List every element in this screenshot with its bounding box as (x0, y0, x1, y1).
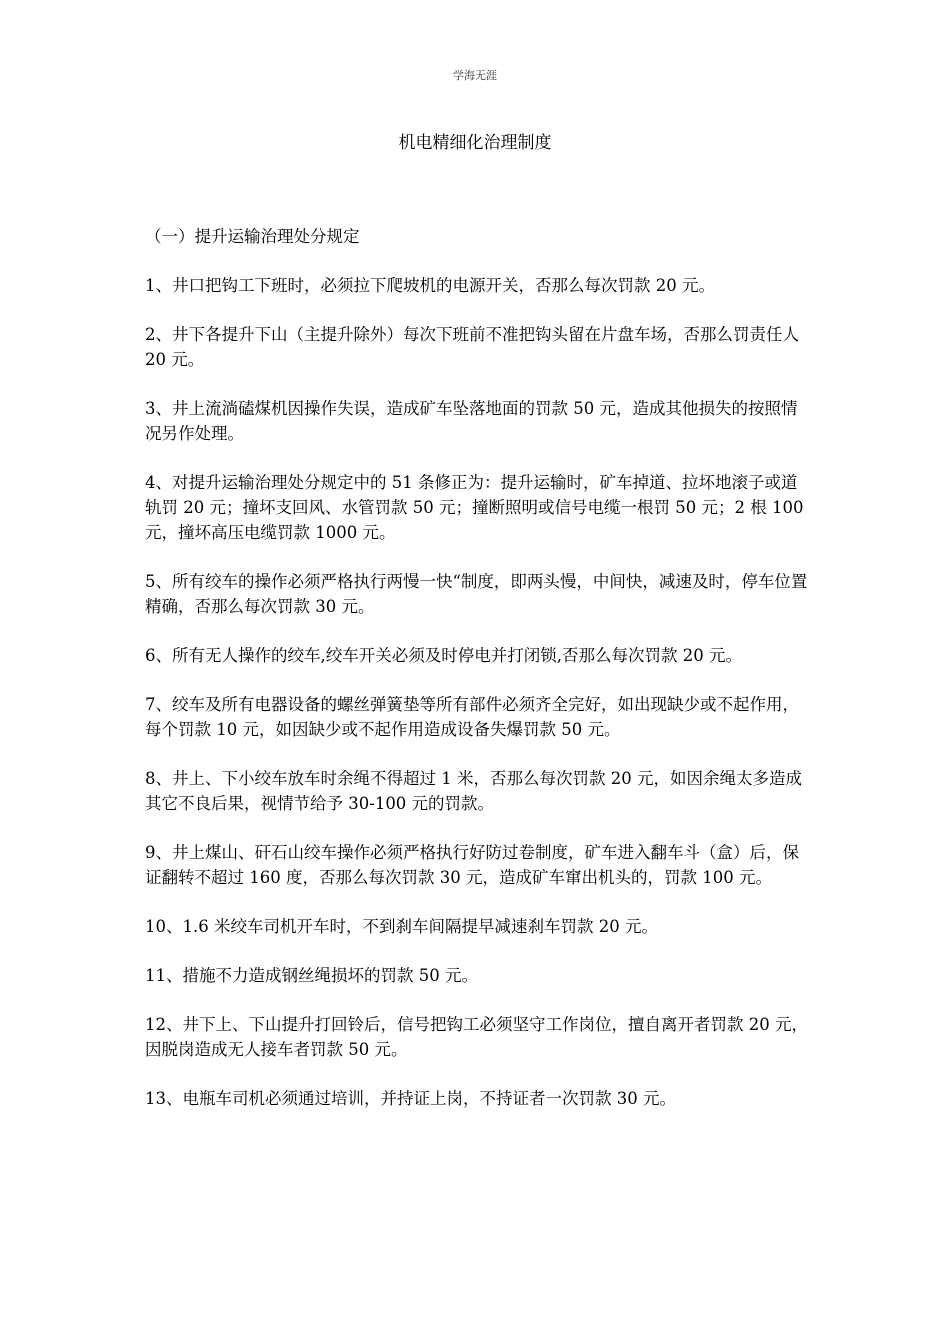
document-title: 机电精细化治理制度 (398, 133, 552, 153)
rule-item-11: 11、措施不力造成钢丝绳损坏的罚款 50 元。 (145, 966, 478, 985)
document-body (145, 224, 810, 1135)
rule-item-3: 3、井上流淌磕煤机因操作失误，造成矿车坠落地面的罚款 50 元，造成其他损失的按照情况另作处理。 (145, 399, 798, 443)
page-header: 学海无涯 (453, 69, 497, 82)
rule-item-8: 8、井上、下小绞车放车时余绳不得超过 1 米，否那么每次罚款 20 元，如因余绳太多造成其它不良后果，视情节给予 30-100 元的罚款。 (145, 769, 802, 813)
rule-item-4: 4、对提升运输治理处分规定中的 51 条修正为：提升运输时，矿车掉道、拉坏地滚子或道轨罚 20 元；撞坏支回风、水管罚款 50 元；撞断照明或信号电缆一根罚 50 元；2 根 100 元，撞坏高压电缆罚款 1000 元。 (145, 473, 804, 542)
rule-item-2: 2、井下各提升下山（主提升除外）每次下班前不准把钩头留在片盘车场，否那么罚责任人 20 元。 (145, 325, 799, 369)
rule-item-12: 12、井下上、下山提升打回铃后，信号把钩工必须坚守工作岗位，擅自离开者罚款 20 元，因脱岗造成无人接车者罚款 50 元。 (145, 1015, 808, 1059)
section-heading: （一）提升运输治理处分规定 (145, 227, 360, 246)
rule-item-7: 7、绞车及所有电器设备的螺丝弹簧垫等所有部件必须齐全完好，如出现缺少或不起作用，每个罚款 10 元，如因缺少或不起作用造成设备失爆罚款 50 元。 (145, 695, 799, 739)
rule-item-9: 9、井上煤山、矸石山绞车操作必须严格执行好防过卷制度，矿车进入翻车斗（盒）后，保证翻转不超过 160 度，否那么每次罚款 30 元，造成矿车窜出机头的，罚款 100 元。 (145, 843, 799, 887)
rule-item-6: 6、所有无人操作的绞车,绞车开关必须及时停电并打闭锁,否那么每次罚款 20 元。 (145, 646, 742, 665)
rule-item-13: 13、电瓶车司机必须通过培训，并持证上岗，不持证者一次罚款 30 元。 (145, 1089, 676, 1108)
rule-item-10: 10、1.6 米绞车司机开车时，不到刹车间隔提早减速刹车罚款 20 元。 (145, 917, 658, 936)
rule-item-1: 1、井口把钩工下班时，必须拉下爬坡机的电源开关，否那么每次罚款 20 元。 (145, 276, 715, 295)
rule-item-5: 5、所有绞车的操作必须严格执行两慢一快“制度，即两头慢，中间快，减速及时，停车位置精确，否那么每次罚款 30 元。 (145, 572, 808, 616)
